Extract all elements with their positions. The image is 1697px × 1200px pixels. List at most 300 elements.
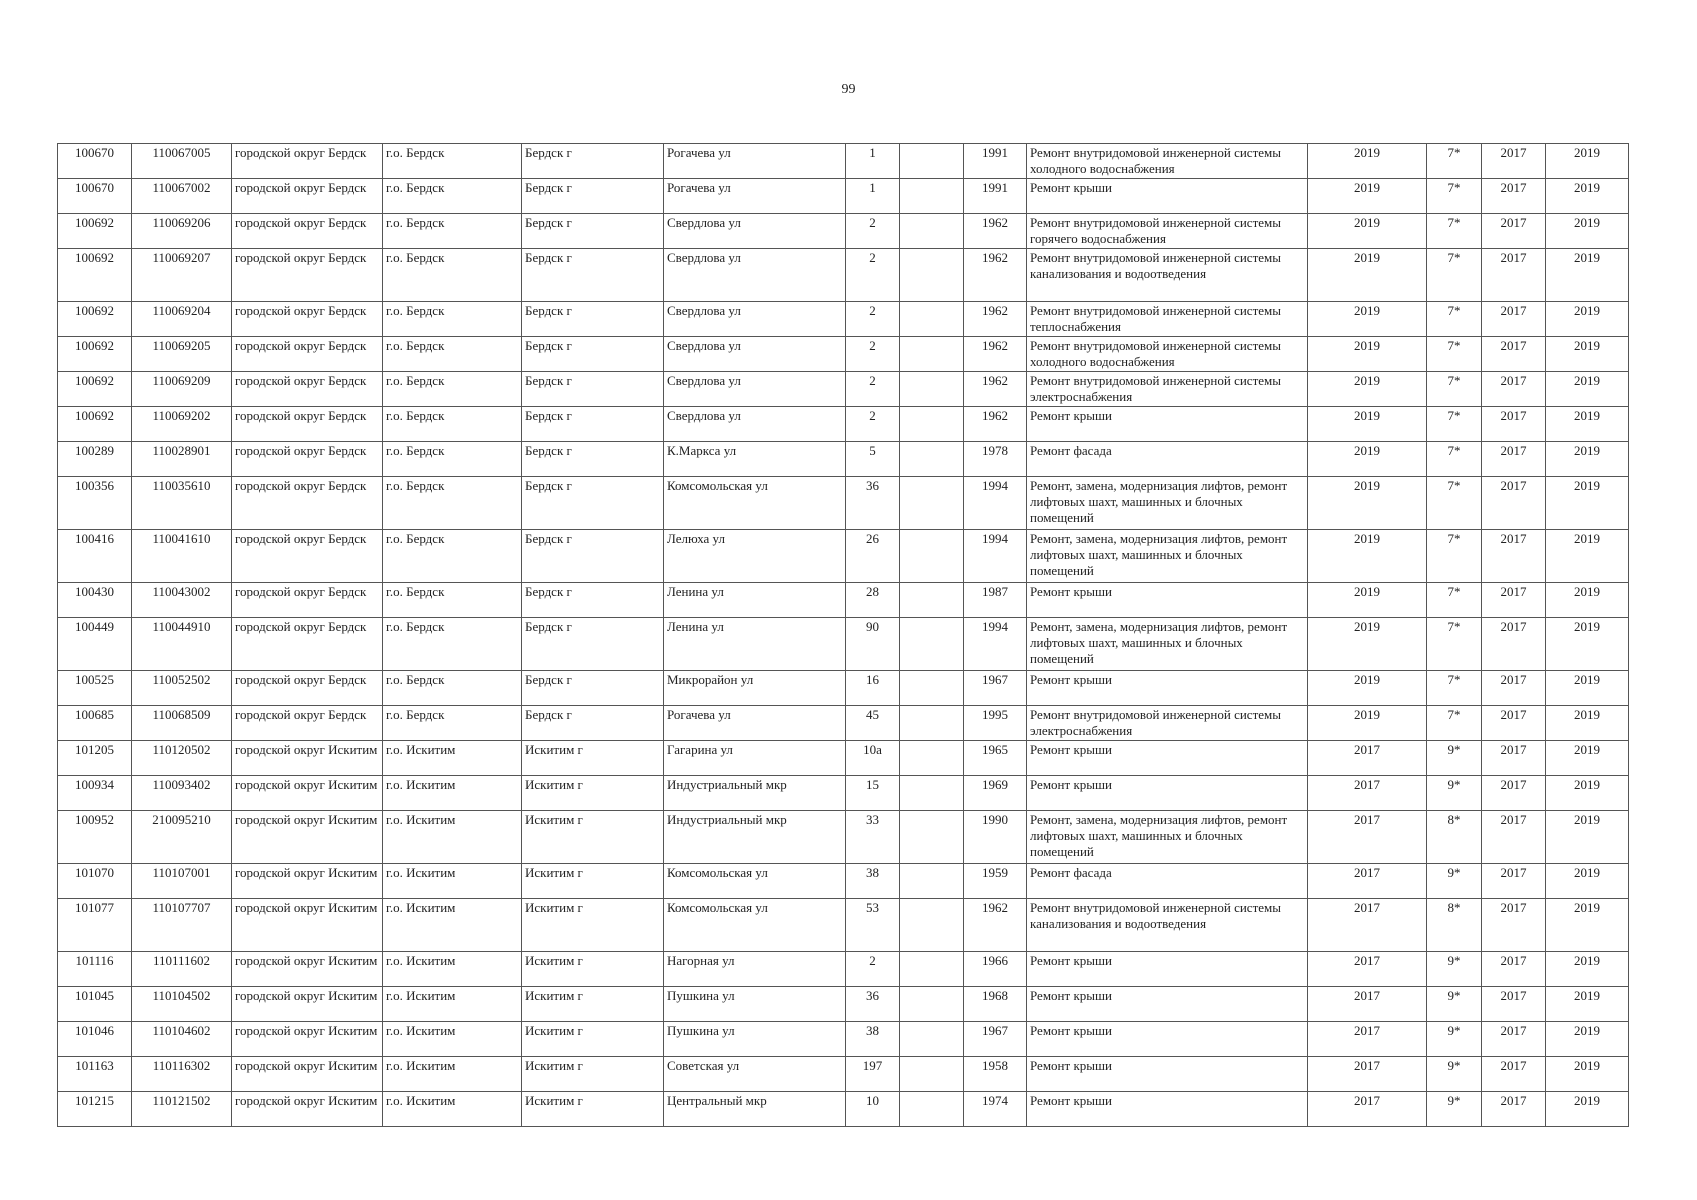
cell-object-id: 101070 — [58, 864, 132, 899]
cell-street: Ленина ул — [664, 583, 846, 618]
cell-work-type: Ремонт крыши — [1027, 776, 1308, 811]
cell-period-end: 2019 — [1546, 811, 1629, 864]
cell-settlement: Искитим г — [522, 987, 664, 1022]
cell-planned-year: 2019 — [1308, 671, 1427, 706]
cell-group-mark: 7* — [1427, 372, 1482, 407]
cell-planned-year: 2019 — [1308, 214, 1427, 249]
cell-street: Лелюха ул — [664, 530, 846, 583]
cell-street: Советская ул — [664, 1057, 846, 1092]
cell-street: К.Маркса ул — [664, 442, 846, 477]
cell-house-number: 38 — [846, 1022, 900, 1057]
cell-object-id: 101045 — [58, 987, 132, 1022]
cell-build-year: 1974 — [964, 1092, 1027, 1127]
cell-building — [900, 987, 964, 1022]
cell-municipal-district: городской округ Бердск — [232, 214, 383, 249]
cell-settlement: Бердск г — [522, 530, 664, 583]
cell-work-code: 110111602 — [132, 952, 232, 987]
cell-settlement: Бердск г — [522, 372, 664, 407]
cell-build-year: 1965 — [964, 741, 1027, 776]
cell-house-number: 10а — [846, 741, 900, 776]
cell-period-start: 2017 — [1482, 618, 1546, 671]
cell-group-mark: 7* — [1427, 583, 1482, 618]
cell-house-number: 1 — [846, 144, 900, 179]
cell-build-year: 1962 — [964, 214, 1027, 249]
cell-building — [900, 952, 964, 987]
cell-settlement: Бердск г — [522, 477, 664, 530]
cell-settlement: Искитим г — [522, 952, 664, 987]
registry-table — [57, 143, 1629, 1127]
cell-street: Микрорайон ул — [664, 671, 846, 706]
cell-street: Центральный мкр — [664, 1092, 846, 1127]
cell-build-year: 1978 — [964, 442, 1027, 477]
cell-group-mark: 7* — [1427, 530, 1482, 583]
cell-city-district: г.о. Искитим — [383, 741, 522, 776]
cell-municipal-district: городской округ Бердск — [232, 706, 383, 741]
cell-building — [900, 442, 964, 477]
cell-city-district: г.о. Бердск — [383, 407, 522, 442]
cell-street: Пушкина ул — [664, 1022, 846, 1057]
cell-period-start: 2017 — [1482, 530, 1546, 583]
cell-municipal-district: городской округ Искитим — [232, 1057, 383, 1092]
cell-municipal-district: городской округ Бердск — [232, 249, 383, 302]
cell-work-code: 110067005 — [132, 144, 232, 179]
cell-planned-year: 2019 — [1308, 530, 1427, 583]
cell-settlement: Искитим г — [522, 864, 664, 899]
cell-house-number: 53 — [846, 899, 900, 952]
cell-work-type: Ремонт фасада — [1027, 442, 1308, 477]
cell-building — [900, 302, 964, 337]
table-row — [58, 811, 1629, 864]
cell-period-start: 2017 — [1482, 776, 1546, 811]
cell-build-year: 1962 — [964, 302, 1027, 337]
cell-city-district: г.о. Бердск — [383, 671, 522, 706]
cell-building — [900, 671, 964, 706]
cell-settlement: Искитим г — [522, 1057, 664, 1092]
cell-street: Свердлова ул — [664, 214, 846, 249]
cell-work-type: Ремонт внутридомовой инженерной системы теплоснабжения — [1027, 302, 1308, 337]
cell-period-start: 2017 — [1482, 741, 1546, 776]
table-row — [58, 442, 1629, 477]
table-row — [58, 741, 1629, 776]
cell-period-start: 2017 — [1482, 442, 1546, 477]
cell-municipal-district: городской округ Искитим — [232, 899, 383, 952]
cell-object-id: 100670 — [58, 179, 132, 214]
cell-period-end: 2019 — [1546, 618, 1629, 671]
cell-municipal-district: городской округ Бердск — [232, 530, 383, 583]
cell-object-id: 100692 — [58, 302, 132, 337]
cell-planned-year: 2019 — [1308, 372, 1427, 407]
cell-group-mark: 7* — [1427, 214, 1482, 249]
cell-work-type: Ремонт крыши — [1027, 583, 1308, 618]
cell-planned-year: 2019 — [1308, 337, 1427, 372]
cell-building — [900, 776, 964, 811]
cell-planned-year: 2017 — [1308, 864, 1427, 899]
cell-building — [900, 407, 964, 442]
cell-planned-year: 2019 — [1308, 618, 1427, 671]
cell-work-code: 110120502 — [132, 741, 232, 776]
cell-object-id: 100525 — [58, 671, 132, 706]
cell-period-end: 2019 — [1546, 442, 1629, 477]
table-row — [58, 179, 1629, 214]
cell-object-id: 101215 — [58, 1092, 132, 1127]
cell-work-code: 110069205 — [132, 337, 232, 372]
cell-work-type: Ремонт крыши — [1027, 987, 1308, 1022]
cell-work-code: 110068509 — [132, 706, 232, 741]
cell-city-district: г.о. Бердск — [383, 477, 522, 530]
cell-building — [900, 249, 964, 302]
cell-work-code: 110035610 — [132, 477, 232, 530]
cell-city-district: г.о. Искитим — [383, 987, 522, 1022]
cell-period-start: 2017 — [1482, 249, 1546, 302]
cell-group-mark: 7* — [1427, 302, 1482, 337]
cell-period-end: 2019 — [1546, 249, 1629, 302]
cell-street: Индустриальный мкр — [664, 776, 846, 811]
cell-house-number: 36 — [846, 987, 900, 1022]
cell-building — [900, 1057, 964, 1092]
cell-work-type: Ремонт внутридомовой инженерной системы электроснабжения — [1027, 706, 1308, 741]
table-row — [58, 1022, 1629, 1057]
cell-street: Комсомольская ул — [664, 864, 846, 899]
cell-object-id: 100416 — [58, 530, 132, 583]
cell-build-year: 1994 — [964, 477, 1027, 530]
cell-work-type: Ремонт внутридомовой инженерной системы канализования и водоотведения — [1027, 899, 1308, 952]
cell-house-number: 26 — [846, 530, 900, 583]
cell-period-start: 2017 — [1482, 302, 1546, 337]
table-row — [58, 249, 1629, 302]
cell-planned-year: 2019 — [1308, 249, 1427, 302]
cell-city-district: г.о. Искитим — [383, 952, 522, 987]
table-row — [58, 302, 1629, 337]
cell-city-district: г.о. Искитим — [383, 776, 522, 811]
cell-object-id: 100952 — [58, 811, 132, 864]
cell-planned-year: 2019 — [1308, 706, 1427, 741]
cell-city-district: г.о. Бердск — [383, 442, 522, 477]
cell-build-year: 1962 — [964, 407, 1027, 442]
cell-period-end: 2019 — [1546, 372, 1629, 407]
cell-city-district: г.о. Бердск — [383, 302, 522, 337]
cell-work-type: Ремонт фасада — [1027, 864, 1308, 899]
cell-group-mark: 7* — [1427, 706, 1482, 741]
table-row — [58, 864, 1629, 899]
cell-period-end: 2019 — [1546, 214, 1629, 249]
cell-work-type: Ремонт крыши — [1027, 179, 1308, 214]
cell-build-year: 1987 — [964, 583, 1027, 618]
cell-work-type: Ремонт крыши — [1027, 741, 1308, 776]
cell-work-code: 110121502 — [132, 1092, 232, 1127]
cell-period-start: 2017 — [1482, 706, 1546, 741]
cell-house-number: 10 — [846, 1092, 900, 1127]
cell-object-id: 100692 — [58, 407, 132, 442]
cell-settlement: Искитим г — [522, 899, 664, 952]
cell-planned-year: 2019 — [1308, 179, 1427, 214]
cell-build-year: 1959 — [964, 864, 1027, 899]
table-row — [58, 530, 1629, 583]
cell-planned-year: 2017 — [1308, 741, 1427, 776]
cell-work-type: Ремонт внутридомовой инженерной системы канализования и водоотведения — [1027, 249, 1308, 302]
cell-settlement: Искитим г — [522, 811, 664, 864]
cell-municipal-district: городской округ Бердск — [232, 442, 383, 477]
cell-work-type: Ремонт внутридомовой инженерной системы электроснабжения — [1027, 372, 1308, 407]
cell-period-start: 2017 — [1482, 214, 1546, 249]
cell-planned-year: 2017 — [1308, 899, 1427, 952]
cell-period-end: 2019 — [1546, 337, 1629, 372]
cell-settlement: Бердск г — [522, 302, 664, 337]
cell-work-type: Ремонт, замена, модернизация лифтов, ремонт лифтовых шахт, машинных и блочных помещений — [1027, 530, 1308, 583]
cell-work-type: Ремонт крыши — [1027, 407, 1308, 442]
cell-building — [900, 477, 964, 530]
cell-object-id: 101205 — [58, 741, 132, 776]
cell-period-end: 2019 — [1546, 1022, 1629, 1057]
cell-municipal-district: городской округ Искитим — [232, 1092, 383, 1127]
cell-building — [900, 179, 964, 214]
cell-settlement: Бердск г — [522, 337, 664, 372]
cell-city-district: г.о. Искитим — [383, 864, 522, 899]
cell-work-type: Ремонт крыши — [1027, 952, 1308, 987]
cell-municipal-district: городской округ Искитим — [232, 741, 383, 776]
cell-build-year: 1991 — [964, 144, 1027, 179]
cell-municipal-district: городской округ Бердск — [232, 144, 383, 179]
cell-work-code: 110093402 — [132, 776, 232, 811]
cell-city-district: г.о. Искитим — [383, 899, 522, 952]
cell-city-district: г.о. Бердск — [383, 144, 522, 179]
cell-building — [900, 899, 964, 952]
cell-work-code: 110104502 — [132, 987, 232, 1022]
cell-group-mark: 9* — [1427, 864, 1482, 899]
cell-planned-year: 2017 — [1308, 987, 1427, 1022]
cell-municipal-district: городской округ Бердск — [232, 337, 383, 372]
cell-object-id: 100692 — [58, 337, 132, 372]
cell-house-number: 2 — [846, 337, 900, 372]
cell-building — [900, 811, 964, 864]
cell-period-start: 2017 — [1482, 671, 1546, 706]
cell-planned-year: 2017 — [1308, 1092, 1427, 1127]
cell-municipal-district: городской округ Бердск — [232, 477, 383, 530]
cell-period-end: 2019 — [1546, 1092, 1629, 1127]
cell-object-id: 101163 — [58, 1057, 132, 1092]
cell-period-start: 2017 — [1482, 179, 1546, 214]
table-row — [58, 214, 1629, 249]
cell-municipal-district: городской округ Искитим — [232, 776, 383, 811]
cell-city-district: г.о. Бердск — [383, 706, 522, 741]
cell-street: Комсомольская ул — [664, 899, 846, 952]
cell-period-end: 2019 — [1546, 987, 1629, 1022]
cell-settlement: Бердск г — [522, 618, 664, 671]
cell-object-id: 100685 — [58, 706, 132, 741]
cell-work-type: Ремонт внутридомовой инженерной системы горячего водоснабжения — [1027, 214, 1308, 249]
cell-house-number: 16 — [846, 671, 900, 706]
cell-work-type: Ремонт внутридомовой инженерной системы холодного водоснабжения — [1027, 144, 1308, 179]
cell-build-year: 1991 — [964, 179, 1027, 214]
table-row — [58, 337, 1629, 372]
cell-city-district: г.о. Бердск — [383, 249, 522, 302]
cell-period-start: 2017 — [1482, 952, 1546, 987]
cell-group-mark: 9* — [1427, 776, 1482, 811]
cell-build-year: 1994 — [964, 618, 1027, 671]
table-row — [58, 583, 1629, 618]
cell-planned-year: 2017 — [1308, 1022, 1427, 1057]
cell-building — [900, 214, 964, 249]
cell-object-id: 100670 — [58, 144, 132, 179]
cell-work-type: Ремонт крыши — [1027, 1057, 1308, 1092]
table-row — [58, 671, 1629, 706]
cell-build-year: 1958 — [964, 1057, 1027, 1092]
cell-period-start: 2017 — [1482, 1022, 1546, 1057]
cell-work-type: Ремонт, замена, модернизация лифтов, ремонт лифтовых шахт, машинных и блочных помещений — [1027, 618, 1308, 671]
cell-street: Рогачева ул — [664, 706, 846, 741]
cell-city-district: г.о. Бердск — [383, 583, 522, 618]
cell-object-id: 100430 — [58, 583, 132, 618]
cell-group-mark: 9* — [1427, 1092, 1482, 1127]
cell-street: Свердлова ул — [664, 249, 846, 302]
cell-build-year: 1962 — [964, 249, 1027, 302]
cell-period-end: 2019 — [1546, 776, 1629, 811]
cell-object-id: 100934 — [58, 776, 132, 811]
cell-street: Рогачева ул — [664, 179, 846, 214]
table-row — [58, 899, 1629, 952]
cell-city-district: г.о. Искитим — [383, 811, 522, 864]
cell-municipal-district: городской округ Бердск — [232, 583, 383, 618]
cell-build-year: 1967 — [964, 1022, 1027, 1057]
cell-street: Нагорная ул — [664, 952, 846, 987]
cell-work-code: 210095210 — [132, 811, 232, 864]
cell-build-year: 1990 — [964, 811, 1027, 864]
cell-build-year: 1969 — [964, 776, 1027, 811]
cell-period-start: 2017 — [1482, 1092, 1546, 1127]
cell-object-id: 101116 — [58, 952, 132, 987]
cell-work-code: 110116302 — [132, 1057, 232, 1092]
cell-group-mark: 7* — [1427, 618, 1482, 671]
cell-group-mark: 9* — [1427, 1057, 1482, 1092]
cell-group-mark: 7* — [1427, 442, 1482, 477]
cell-settlement: Искитим г — [522, 741, 664, 776]
cell-period-start: 2017 — [1482, 144, 1546, 179]
cell-group-mark: 9* — [1427, 952, 1482, 987]
cell-house-number: 2 — [846, 302, 900, 337]
cell-municipal-district: городской округ Бердск — [232, 407, 383, 442]
cell-house-number: 33 — [846, 811, 900, 864]
cell-object-id: 100289 — [58, 442, 132, 477]
cell-work-code: 110069202 — [132, 407, 232, 442]
cell-planned-year: 2019 — [1308, 144, 1427, 179]
cell-period-start: 2017 — [1482, 987, 1546, 1022]
cell-group-mark: 9* — [1427, 741, 1482, 776]
cell-period-start: 2017 — [1482, 407, 1546, 442]
page-number: 99 — [841, 82, 856, 97]
cell-municipal-district: городской округ Искитим — [232, 811, 383, 864]
cell-period-end: 2019 — [1546, 706, 1629, 741]
cell-house-number: 2 — [846, 372, 900, 407]
cell-period-end: 2019 — [1546, 302, 1629, 337]
cell-street: Свердлова ул — [664, 407, 846, 442]
cell-build-year: 1995 — [964, 706, 1027, 741]
cell-settlement: Бердск г — [522, 671, 664, 706]
cell-city-district: г.о. Бердск — [383, 179, 522, 214]
cell-planned-year: 2019 — [1308, 407, 1427, 442]
cell-planned-year: 2017 — [1308, 1057, 1427, 1092]
cell-period-end: 2019 — [1546, 477, 1629, 530]
cell-work-type: Ремонт крыши — [1027, 1022, 1308, 1057]
cell-house-number: 28 — [846, 583, 900, 618]
cell-group-mark: 7* — [1427, 249, 1482, 302]
cell-street: Пушкина ул — [664, 987, 846, 1022]
cell-build-year: 1994 — [964, 530, 1027, 583]
cell-group-mark: 8* — [1427, 811, 1482, 864]
table-body — [58, 144, 1629, 1127]
cell-work-code: 110069209 — [132, 372, 232, 407]
cell-object-id: 101077 — [58, 899, 132, 952]
cell-house-number: 197 — [846, 1057, 900, 1092]
cell-work-code: 110043002 — [132, 583, 232, 618]
cell-building — [900, 1022, 964, 1057]
cell-settlement: Бердск г — [522, 179, 664, 214]
cell-work-type: Ремонт, замена, модернизация лифтов, ремонт лифтовых шахт, машинных и блочных помещений — [1027, 811, 1308, 864]
cell-period-end: 2019 — [1546, 407, 1629, 442]
cell-work-code: 110069207 — [132, 249, 232, 302]
cell-house-number: 2 — [846, 249, 900, 302]
cell-build-year: 1966 — [964, 952, 1027, 987]
cell-settlement: Бердск г — [522, 407, 664, 442]
cell-street: Гагарина ул — [664, 741, 846, 776]
cell-work-code: 110041610 — [132, 530, 232, 583]
table-row — [58, 706, 1629, 741]
cell-municipal-district: городской округ Бердск — [232, 179, 383, 214]
cell-object-id: 100692 — [58, 249, 132, 302]
cell-planned-year: 2019 — [1308, 477, 1427, 530]
cell-settlement: Искитим г — [522, 776, 664, 811]
cell-build-year: 1968 — [964, 987, 1027, 1022]
cell-house-number: 36 — [846, 477, 900, 530]
cell-period-end: 2019 — [1546, 179, 1629, 214]
cell-period-end: 2019 — [1546, 583, 1629, 618]
cell-city-district: г.о. Искитим — [383, 1057, 522, 1092]
table-row — [58, 1057, 1629, 1092]
cell-period-end: 2019 — [1546, 671, 1629, 706]
cell-build-year: 1962 — [964, 899, 1027, 952]
cell-street: Рогачева ул — [664, 144, 846, 179]
cell-group-mark: 7* — [1427, 407, 1482, 442]
cell-street: Свердлова ул — [664, 372, 846, 407]
cell-object-id: 100692 — [58, 372, 132, 407]
cell-house-number: 5 — [846, 442, 900, 477]
cell-object-id: 100449 — [58, 618, 132, 671]
cell-period-end: 2019 — [1546, 530, 1629, 583]
cell-city-district: г.о. Бердск — [383, 337, 522, 372]
cell-work-code: 110052502 — [132, 671, 232, 706]
cell-building — [900, 144, 964, 179]
cell-city-district: г.о. Искитим — [383, 1022, 522, 1057]
cell-street: Комсомольская ул — [664, 477, 846, 530]
table-row — [58, 477, 1629, 530]
cell-house-number: 45 — [846, 706, 900, 741]
cell-house-number: 1 — [846, 179, 900, 214]
cell-group-mark: 9* — [1427, 987, 1482, 1022]
cell-municipal-district: городской округ Бердск — [232, 671, 383, 706]
cell-planned-year: 2017 — [1308, 776, 1427, 811]
table-row — [58, 144, 1629, 179]
cell-street: Свердлова ул — [664, 302, 846, 337]
cell-street: Индустриальный мкр — [664, 811, 846, 864]
cell-planned-year: 2019 — [1308, 442, 1427, 477]
cell-group-mark: 7* — [1427, 477, 1482, 530]
cell-group-mark: 7* — [1427, 144, 1482, 179]
cell-street: Свердлова ул — [664, 337, 846, 372]
cell-building — [900, 864, 964, 899]
cell-object-id: 101046 — [58, 1022, 132, 1057]
cell-planned-year: 2019 — [1308, 583, 1427, 618]
cell-planned-year: 2019 — [1308, 302, 1427, 337]
cell-object-id: 100692 — [58, 214, 132, 249]
cell-house-number: 2 — [846, 214, 900, 249]
